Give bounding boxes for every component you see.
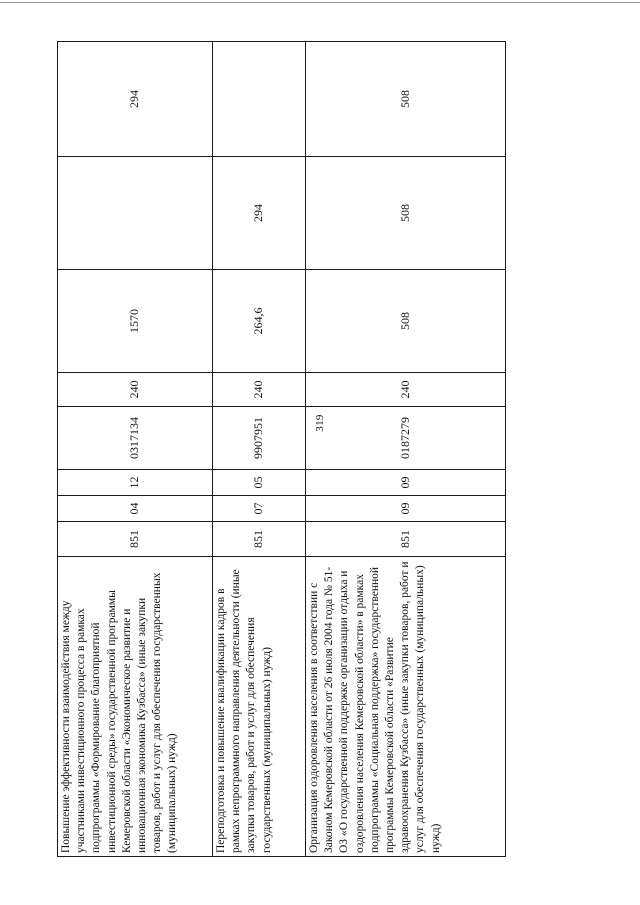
target-item-code: 0187279 [306,407,506,470]
amount-year3 [213,42,306,157]
scan-edge-line [0,2,640,3]
page-number: 319 [314,414,326,432]
ministry-code: 851 [58,522,213,557]
subsection-code: 09 [306,470,506,496]
amount-year3: 508 [306,42,506,157]
subsection-code: 05 [213,470,306,496]
amount-year3: 294 [58,42,213,157]
expense-type-code: 240 [306,373,506,407]
section-code: 04 [58,496,213,522]
amount-year1: 264,6 [213,270,306,373]
subsection-code: 12 [58,470,213,496]
expense-type-code: 240 [58,373,213,407]
table-row [58,42,213,857]
target-item-code: 9907951 [213,407,306,470]
amount-year1: 1570 [58,270,213,373]
target-item-code: 0317134 [58,407,213,470]
amount-year1: 508 [306,270,506,373]
row-name: Переподготовка и повышение квалификации кадров в рамках непрограммного направления деятельности (иные закупки товаров, работ и услуг для обеспечения государственных (муниципальных) нужд) [213,557,306,857]
ministry-code: 851 [306,522,506,557]
section-code: 09 [306,496,506,522]
amount-year2: 508 [306,157,506,270]
row-name: Повышение эффективности взаимодействия между участниками инвестиционного процесса в рамках подпрограммы «Формирование благоприятной инвестиционной среды» государственной программы Кемеровской области «Экономическое развитие и инновационная экономика Кузбасса» (иные закупки товаров, работ и услуг для обеспечения государственных (муниципальных) нужд) [58,557,213,857]
expense-type-code: 240 [213,373,306,407]
table-row [213,42,306,857]
section-code: 07 [213,496,306,522]
rotated-table-sheet [57,42,505,857]
table-row [306,42,506,857]
amount-year2 [58,157,213,270]
budget-table [57,41,506,857]
amount-year2: 294 [213,157,306,270]
ministry-code: 851 [213,522,306,557]
row-name: Организация оздоровления населения в соответствии с Законом Кемеровской области от 26 июля 2004 года № 51-ОЗ «О государственной поддержке организации отдыха и оздоровления населения Кемеровской области» в рамках подпрограммы «Социальная поддержка» государственной программы Кемеровской области «Развитие здравоохранения Кузбасса» (иные закупки товаров, работ и услуг для обеспечения государственных (муниципальных) нужд) [306,557,506,857]
